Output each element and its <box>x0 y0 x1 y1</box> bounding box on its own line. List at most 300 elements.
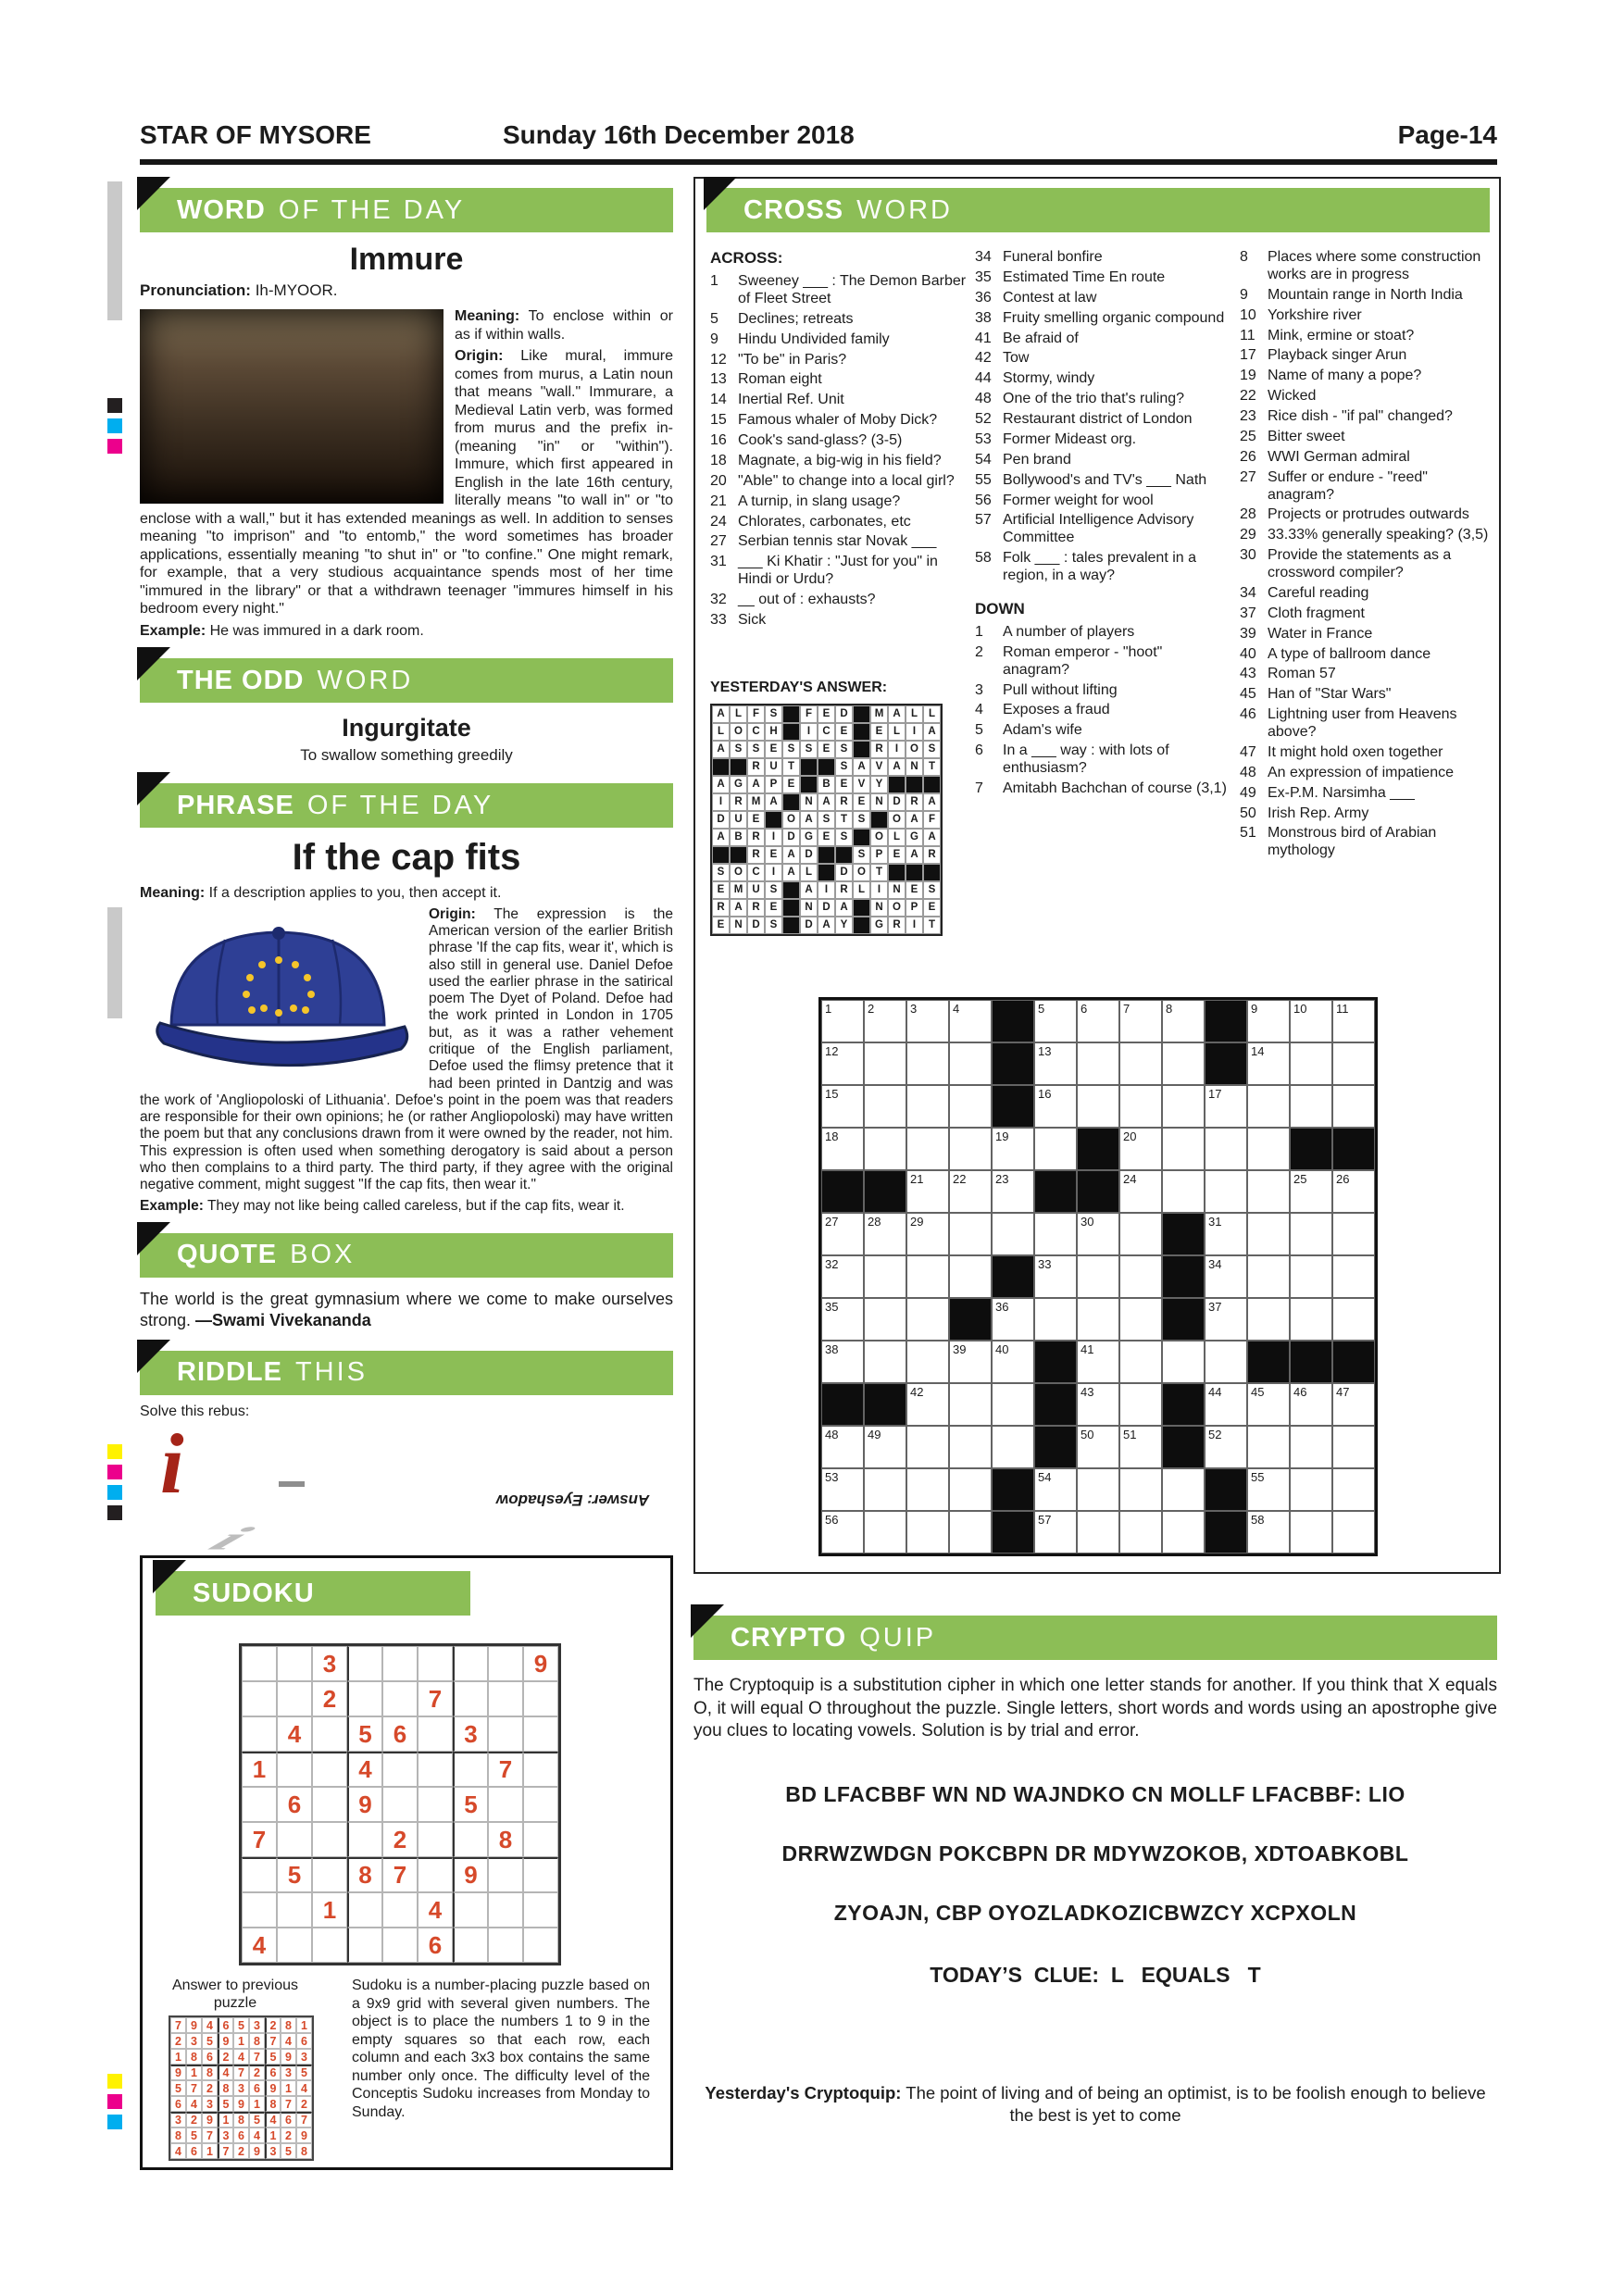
clue-col-2 <box>975 249 1232 801</box>
grid-cell-number: 17 <box>1208 1087 1222 1101</box>
sudoku-answer-cell: 3 <box>202 2096 218 2112</box>
answer-letter-cell: D <box>888 793 906 811</box>
answer-letter-cell: S <box>835 829 853 846</box>
grid-cell-number: 3 <box>910 1002 918 1016</box>
clue-number: 13 <box>710 371 727 388</box>
answer-letter-cell: S <box>835 758 853 776</box>
answer-letter-cell: I <box>906 917 923 934</box>
rebus-shadow-glyph: i <box>195 1520 267 1557</box>
sudoku-answer-cell: 4 <box>170 2143 186 2159</box>
sudoku-cell <box>382 1681 418 1716</box>
grid-cell-number: 45 <box>1251 1385 1265 1399</box>
sudoku-cell <box>382 1892 418 1928</box>
sudoku-cell <box>453 1822 488 1857</box>
grid-cell-number: 14 <box>1251 1044 1265 1058</box>
answer-letter-cell: L <box>888 829 906 846</box>
sudoku-cell <box>488 1716 523 1752</box>
crossword-clue-36 <box>975 290 1232 307</box>
sudoku-answer-cell: 4 <box>218 2065 233 2080</box>
answer-letter-cell: E <box>712 881 730 899</box>
sudoku-cell <box>453 1681 488 1716</box>
answer-letter-cell: A <box>800 811 818 829</box>
answer-letter-cell: E <box>853 793 870 811</box>
grid-cell <box>906 1426 949 1468</box>
sudoku-cell <box>347 1681 382 1716</box>
sudoku-cell <box>453 1892 488 1928</box>
grid-cell <box>1332 1255 1375 1298</box>
answer-black-cell <box>853 829 870 846</box>
clue-number: 49 <box>1240 784 1256 801</box>
sudoku-answer-cell: 3 <box>296 2049 312 2065</box>
answer-letter-cell: B <box>730 829 747 846</box>
answer-letter-cell: G <box>906 829 923 846</box>
clue-number: 9 <box>1240 286 1248 303</box>
banner-light-text: THIS <box>294 1357 369 1388</box>
banner-light-text: QUIP <box>859 1622 937 1653</box>
riddle-prompt: Solve this rebus: <box>140 1403 250 1419</box>
grid-cell <box>821 1298 864 1341</box>
grid-cell <box>1332 1298 1375 1341</box>
grid-cell <box>821 1000 864 1042</box>
grid-cell <box>1247 1000 1290 1042</box>
answer-black-cell <box>853 917 870 934</box>
registration-mark-cyan <box>107 1485 122 1500</box>
sudoku-cell <box>523 1857 558 1892</box>
answer-letter-cell: E <box>835 723 853 741</box>
crossword-clue-16 <box>710 432 968 450</box>
answer-letter-cell: R <box>906 793 923 811</box>
corner-fold-icon <box>704 177 737 210</box>
answer-letter-cell: G <box>730 776 747 793</box>
grid-cell <box>1247 1170 1290 1213</box>
sudoku-cell: 6 <box>277 1787 312 1822</box>
answer-letter-cell: N <box>800 899 818 917</box>
answer-letter-cell: N <box>870 899 888 917</box>
answer-letter-cell: I <box>800 723 818 741</box>
grid-cell <box>1119 1383 1162 1426</box>
grid-cell-number: 7 <box>1123 1002 1131 1016</box>
grid-cell-number: 41 <box>1081 1342 1094 1356</box>
phrase-origin-text: The expression is the American version of the earlier British phrase 'If the cap fits, wear it', which is also still in general use. Daniel Defoe used the earlier phrase in the satirical poem The Dyet of Poland. Defoe had the work printed in London in 1705 but, as it was a rather vehement critique of the English parliament, Defoe used the flimsy pretence that it had been printed in Dantzig and was the work of 'Angliopoloski of Lithuania'. Defoe's point in the poem was that readers are responsible for their own opinions; he (or rather Angliopoloski) may have written the poem but that any conclusions drawn from it were owned by the reader, not him. This expression is often used when something derogatory is said about a person who then complains to a third party. The third party, if they agree with the original negative comment, might suggest "If the cap fits, then wear it." <box>140 905 673 1193</box>
answer-letter-cell: M <box>730 881 747 899</box>
answer-letter-cell: L <box>923 705 941 723</box>
sudoku-cell <box>242 1716 277 1752</box>
answer-letter-cell: F <box>923 811 941 829</box>
clue-number: 7 <box>975 780 983 796</box>
sudoku-cell <box>277 1928 312 1963</box>
grid-cell <box>1119 1341 1162 1383</box>
sudoku-cell <box>488 1857 523 1892</box>
sudoku-cell: 9 <box>347 1787 382 1822</box>
sudoku-answer-cell: 9 <box>218 2033 233 2049</box>
grid-cell-number: 33 <box>1038 1257 1052 1271</box>
grid-black-cell <box>1247 1341 1290 1383</box>
clue-text: Bollywood's and TV's ___ Nath <box>1003 471 1207 488</box>
clue-text: One of the trio that's ruling? <box>1003 391 1185 407</box>
sudoku-cell <box>382 1787 418 1822</box>
answer-letter-cell: L <box>906 705 923 723</box>
answer-letter-cell: B <box>818 776 835 793</box>
clue-text: An expression of impatience <box>1268 764 1454 780</box>
banner-light-text: OF THE DAY <box>278 194 466 225</box>
sudoku-answer-cell: 6 <box>265 2065 281 2080</box>
grid-cell <box>1290 1298 1332 1341</box>
clue-number: 23 <box>1240 408 1256 424</box>
answer-letter-cell: A <box>906 811 923 829</box>
down-label: DOWN <box>975 599 1025 618</box>
grid-black-cell <box>992 1000 1034 1042</box>
grid-black-cell <box>821 1170 864 1213</box>
word-of-day-photo <box>140 309 443 504</box>
clue-text: Provide the statements as a crossword compiler? <box>1268 547 1452 580</box>
clue-text: Inertial Ref. Unit <box>738 392 844 408</box>
sudoku-cell <box>312 1928 347 1963</box>
sudoku-cell <box>277 1892 312 1928</box>
clue-number: 36 <box>975 289 992 306</box>
cryptoquip-banner <box>693 1616 1497 1660</box>
registration-mark-yellow <box>107 1444 122 1459</box>
grid-cell-number: 26 <box>1336 1172 1350 1186</box>
answer-black-cell <box>853 705 870 723</box>
cryptoquip-section <box>693 1616 1497 2127</box>
crossword-clue-29 <box>1240 527 1492 544</box>
answer-letter-cell: U <box>730 811 747 829</box>
sudoku-cell: 5 <box>453 1787 488 1822</box>
grid-cell <box>1077 1341 1119 1383</box>
crossword-clue-5 <box>710 311 968 329</box>
grid-cell <box>1077 1468 1119 1511</box>
grid-cell <box>821 1426 864 1468</box>
sudoku-answer-cell: 9 <box>202 2112 218 2128</box>
sudoku-answer-cell: 9 <box>281 2049 296 2065</box>
sudoku-cell <box>453 1928 488 1963</box>
grid-cell-number: 23 <box>995 1172 1009 1186</box>
grid-cell <box>1205 1085 1247 1128</box>
grid-cell <box>1077 1042 1119 1085</box>
grid-cell <box>1077 1000 1119 1042</box>
sudoku-answer-cell: 1 <box>170 2049 186 2065</box>
crossword-clue-6 <box>975 742 1232 778</box>
quote-box-banner <box>140 1233 673 1278</box>
answer-black-cell <box>853 899 870 917</box>
sudoku-answer-cell: 9 <box>170 2065 186 2080</box>
grid-cell <box>1119 1128 1162 1170</box>
grid-cell-number: 44 <box>1208 1385 1222 1399</box>
answer-letter-cell: R <box>747 846 765 864</box>
grid-cell <box>1119 1426 1162 1468</box>
grid-cell <box>1034 1255 1077 1298</box>
answer-letter-cell: L <box>712 723 730 741</box>
sudoku-cell <box>418 1752 453 1787</box>
sudoku-cell <box>523 1681 558 1716</box>
sudoku-answer-cell: 7 <box>281 2096 296 2112</box>
answer-letter-cell: L <box>853 881 870 899</box>
sudoku-cell <box>523 1892 558 1928</box>
sudoku-answer-cell: 2 <box>265 2017 281 2033</box>
sudoku-answer-cell: 1 <box>296 2017 312 2033</box>
sudoku-answer-cell: 6 <box>296 2033 312 2049</box>
answer-letter-cell: E <box>870 723 888 741</box>
word-of-day-banner <box>140 188 673 232</box>
answer-letter-cell: A <box>923 723 941 741</box>
grid-cell <box>949 1000 992 1042</box>
sudoku-answer-cell: 8 <box>296 2143 312 2159</box>
crossword-clue-10 <box>1240 307 1492 325</box>
answer-letter-cell: E <box>765 846 782 864</box>
grid-cell-number: 10 <box>1293 1002 1307 1016</box>
grid-cell-number: 19 <box>995 1129 1009 1143</box>
grid-cell <box>906 1128 949 1170</box>
grid-cell <box>1332 1213 1375 1255</box>
answer-letter-cell: F <box>747 705 765 723</box>
crossword-clue-39 <box>1240 626 1492 643</box>
answer-letter-cell: E <box>888 846 906 864</box>
sudoku-cell <box>312 1857 347 1892</box>
sudoku-cell: 3 <box>312 1646 347 1681</box>
crossword-clue-49 <box>1240 785 1492 803</box>
grid-cell-number: 5 <box>1038 1002 1045 1016</box>
grid-cell <box>1119 1213 1162 1255</box>
grid-cell <box>1205 1255 1247 1298</box>
answer-black-cell <box>923 776 941 793</box>
grid-black-cell <box>992 1468 1034 1511</box>
grid-cell <box>906 1170 949 1213</box>
clue-col-1 <box>710 249 968 936</box>
grid-cell <box>1119 1511 1162 1554</box>
answer-letter-cell: T <box>923 758 941 776</box>
answer-black-cell <box>712 846 730 864</box>
answer-letter-cell: D <box>800 846 818 864</box>
answer-letter-cell: P <box>906 899 923 917</box>
sudoku-cell <box>488 1787 523 1822</box>
grid-black-cell <box>821 1383 864 1426</box>
crossword-clue-53 <box>975 431 1232 449</box>
grid-cell-number: 35 <box>825 1300 839 1314</box>
grid-cell-number: 52 <box>1208 1428 1222 1441</box>
grid-cell <box>1077 1213 1119 1255</box>
quote-author: —Swami Vivekananda <box>195 1311 371 1330</box>
grid-cell <box>864 1298 906 1341</box>
crossword-clue-24 <box>710 514 968 531</box>
grid-cell <box>864 1128 906 1170</box>
crossword-clue-4 <box>975 702 1232 719</box>
grid-cell <box>1205 1170 1247 1213</box>
clue-number: 17 <box>1240 347 1256 364</box>
grid-black-cell <box>1034 1426 1077 1468</box>
grid-black-cell <box>1162 1298 1205 1341</box>
clue-number: 28 <box>1240 506 1256 523</box>
crossword-clue-15 <box>710 412 968 430</box>
crossword-grid <box>818 997 1378 1556</box>
answer-letter-cell: D <box>782 829 800 846</box>
page-header <box>140 120 1497 154</box>
sudoku-section <box>140 1555 673 2170</box>
grid-cell-number: 36 <box>995 1300 1009 1314</box>
sudoku-cell: 7 <box>418 1681 453 1716</box>
crossword-clue-41 <box>975 331 1232 348</box>
corner-fold-icon <box>137 772 170 805</box>
answer-letter-cell: S <box>765 881 782 899</box>
answer-letter-cell: E <box>923 899 941 917</box>
sudoku-cell <box>418 1646 453 1681</box>
sudoku-answer-grid <box>169 2015 314 2161</box>
grid-black-cell <box>1205 1511 1247 1554</box>
crossword-clue-33 <box>710 612 968 630</box>
answer-letter-cell: S <box>835 741 853 758</box>
answer-letter-cell: S <box>923 741 941 758</box>
paper-name: STAR OF MYSORE <box>140 120 371 149</box>
rebus-letter-glyph: i <box>160 1416 184 1512</box>
crossword-clue-55 <box>975 472 1232 490</box>
grid-cell <box>821 1341 864 1383</box>
sudoku-answer-cell: 1 <box>202 2143 218 2159</box>
answer-letter-cell: A <box>853 758 870 776</box>
clue-number: 40 <box>1240 645 1256 662</box>
sudoku-answer-cell: 8 <box>186 2049 202 2065</box>
answer-letter-cell: V <box>870 758 888 776</box>
sudoku-cell <box>488 1681 523 1716</box>
answer-black-cell <box>853 741 870 758</box>
sudoku-answer-cell: 6 <box>170 2096 186 2112</box>
crossword-clue-9 <box>710 331 968 349</box>
crossword-clue-57 <box>975 512 1232 547</box>
crossword-banner <box>706 188 1490 232</box>
grid-cell <box>1119 1042 1162 1085</box>
answer-letter-cell: E <box>747 811 765 829</box>
sudoku-answer-cell: 9 <box>265 2080 281 2096</box>
registration-mark-magenta <box>107 1465 122 1479</box>
clue-text: Contest at law <box>1003 289 1097 306</box>
sudoku-answer-cell: 6 <box>218 2017 233 2033</box>
sudoku-cell <box>418 1787 453 1822</box>
clue-text: Be afraid of <box>1003 330 1079 346</box>
banner-bold-text: SUDOKU <box>193 1578 315 1608</box>
clue-number: 12 <box>710 351 727 368</box>
clue-number: 43 <box>1240 666 1256 682</box>
down-clues-part1 <box>975 624 1232 798</box>
answer-letter-cell: I <box>888 741 906 758</box>
across-label: ACROSS: <box>710 249 783 267</box>
sudoku-cell: 9 <box>453 1857 488 1892</box>
clue-text: Hindu Undivided family <box>738 331 890 347</box>
grid-cell-number: 49 <box>868 1428 881 1441</box>
answer-letter-cell: A <box>888 758 906 776</box>
crossword-clue-38 <box>975 310 1232 328</box>
clue-number: 58 <box>975 550 992 567</box>
sudoku-answer-cell: 4 <box>296 2080 312 2096</box>
grid-cell-number: 4 <box>953 1002 960 1016</box>
clue-text: Mink, ermine or stoat? <box>1268 327 1415 343</box>
answer-letter-cell: A <box>782 864 800 881</box>
sudoku-answer-cell: 9 <box>186 2017 202 2033</box>
grid-black-cell <box>1332 1341 1375 1383</box>
clue-text: Restaurant district of London <box>1003 411 1193 427</box>
clue-number: 5 <box>975 722 983 739</box>
answer-letter-cell: E <box>835 776 853 793</box>
grid-cell <box>1077 1255 1119 1298</box>
answer-letter-cell: O <box>782 811 800 829</box>
crossword-clue-37 <box>1240 605 1492 623</box>
phrase-meaning-paragraph <box>140 884 673 903</box>
clue-text: Chlorates, carbonates, etc <box>738 513 911 530</box>
grid-cell-number: 30 <box>1081 1215 1094 1229</box>
sudoku-cell: 7 <box>382 1857 418 1892</box>
sudoku-cell <box>242 1646 277 1681</box>
grid-black-cell <box>992 1042 1034 1085</box>
quote-box-section <box>140 1233 673 1332</box>
grid-cell <box>1119 1170 1162 1213</box>
sudoku-answer-cell: 4 <box>186 2096 202 2112</box>
grid-cell <box>1205 1298 1247 1341</box>
answer-letter-cell: R <box>747 899 765 917</box>
clue-text: Exposes a fraud <box>1003 702 1110 718</box>
grid-cell <box>1332 1170 1375 1213</box>
clue-text: Former Mideast org. <box>1003 430 1137 447</box>
sudoku-answer-cell: 4 <box>281 2033 296 2049</box>
corner-fold-icon <box>137 1340 170 1373</box>
grid-cell <box>821 1255 864 1298</box>
grid-cell-number: 31 <box>1208 1215 1222 1229</box>
crossword-clue-28 <box>1240 506 1492 524</box>
answer-letter-cell: C <box>747 864 765 881</box>
answer-letter-cell: C <box>747 723 765 741</box>
grid-cell <box>1247 1213 1290 1255</box>
riddle-section <box>140 1351 673 1557</box>
clue-number: 30 <box>1240 547 1256 564</box>
clue-number: 25 <box>1240 428 1256 444</box>
clue-text: Serbian tennis star Novak ___ <box>738 533 937 550</box>
sudoku-answer-cell: 3 <box>233 2080 249 2096</box>
clue-number: 24 <box>710 513 727 530</box>
grid-cell <box>821 1213 864 1255</box>
clue-text: Ex-P.M. Narsimha ___ <box>1268 784 1415 801</box>
crossword-clue-3 <box>975 682 1232 700</box>
answer-letter-cell: S <box>730 741 747 758</box>
sudoku-cell <box>242 1787 277 1822</box>
clue-text: Magnate, a big-wig in his field? <box>738 452 942 468</box>
clue-text: Funeral bonfire <box>1003 249 1103 265</box>
crossword-clue-43 <box>1240 666 1492 683</box>
phrase-example-text: They may not like being called careless, but if the cap fits, wear it. <box>206 1197 625 1214</box>
sudoku-cell: 2 <box>382 1822 418 1857</box>
grid-cell <box>1290 1468 1332 1511</box>
clue-number: 1 <box>975 623 983 640</box>
sudoku-cell <box>347 1892 382 1928</box>
crossword-clue-7 <box>975 780 1232 798</box>
phrase-body <box>140 906 673 1215</box>
grid-cell <box>864 1341 906 1383</box>
sudoku-cell <box>418 1822 453 1857</box>
grid-cell-number: 29 <box>910 1215 924 1229</box>
grid-cell <box>992 1298 1034 1341</box>
grid-cell <box>949 1128 992 1170</box>
clue-number: 38 <box>975 309 992 326</box>
answer-letter-cell: D <box>818 899 835 917</box>
sudoku-answer-cell: 8 <box>265 2096 281 2112</box>
answer-letter-cell: L <box>730 705 747 723</box>
answer-black-cell <box>730 846 747 864</box>
sudoku-answer-cell: 1 <box>265 2128 281 2143</box>
grid-cell <box>1034 1085 1077 1128</box>
answer-letter-cell: A <box>712 829 730 846</box>
sudoku-answer-cell: 7 <box>233 2065 249 2080</box>
clue-number: 41 <box>975 330 992 346</box>
sudoku-answer-cell: 2 <box>296 2096 312 2112</box>
grid-cell <box>821 1468 864 1511</box>
clue-text: Places where some construction works are in progress <box>1268 249 1481 282</box>
grid-cell <box>992 1341 1034 1383</box>
answer-letter-cell: E <box>818 741 835 758</box>
